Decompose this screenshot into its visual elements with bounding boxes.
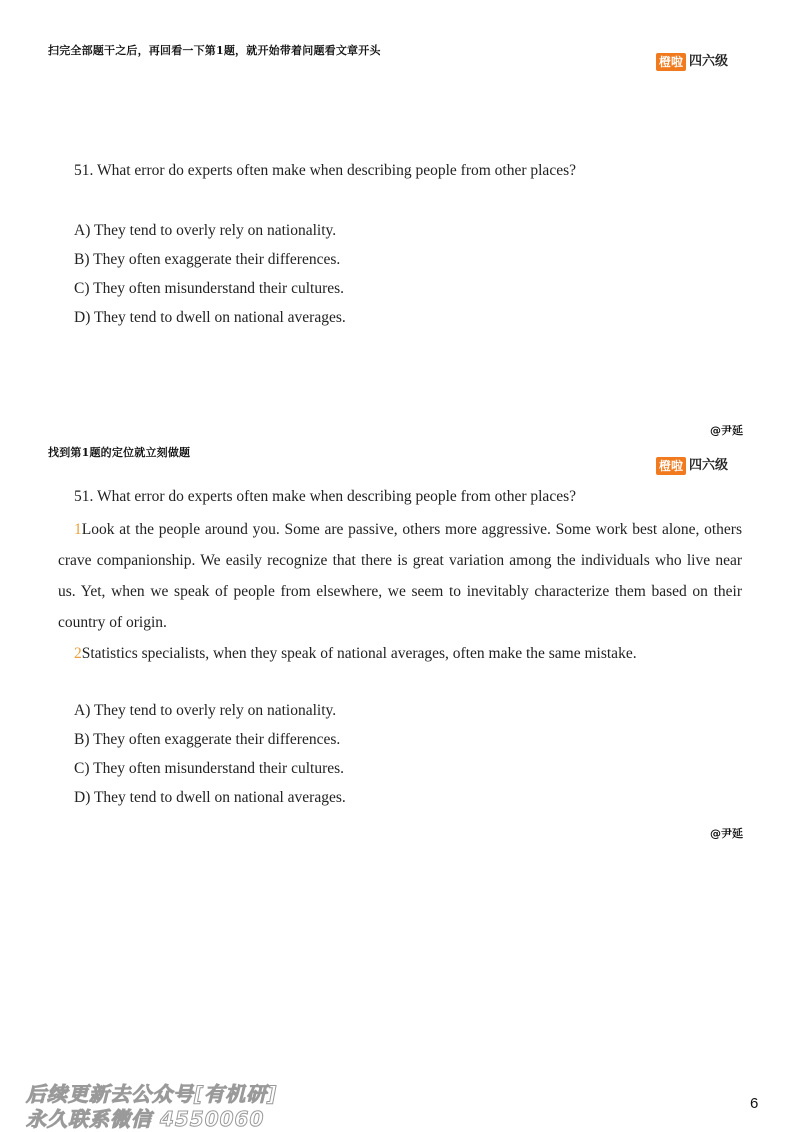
- question-51-top: 51. What error do experts often make when describing people from other places?: [74, 162, 576, 179]
- brand-tag: 橙啦: [656, 457, 686, 475]
- instruction-note-top: 扫完全部题干之后，再回看一下第1题，就开始带着问题看文章开头: [48, 44, 381, 57]
- brand-logo-bottom: [656, 457, 728, 475]
- option-a: A) They tend to overly rely on nationality.: [74, 222, 337, 239]
- options-list-top: [74, 216, 346, 332]
- option-d: D) They tend to dwell on national averages.: [74, 789, 346, 806]
- paragraph-number: 1: [74, 521, 82, 538]
- paragraph-text: Look at the people around you. Some are passive, others more aggressive. Some work best alone, others crave companionship. We easily recognize that there is great variation among the individuals who live near us. Yet, when we speak of people from elsewhere, we seem to inevitably characterize them based on their country of origin.: [58, 521, 742, 631]
- paragraph-1: [58, 514, 742, 638]
- options-list-bottom: [74, 696, 346, 812]
- reading-passage: [58, 514, 742, 669]
- brand-level: 四六级: [689, 458, 729, 473]
- watermark-line-1: 后续更新去公众号[有机研]: [26, 1082, 278, 1106]
- brand-tag: 橙啦: [656, 53, 686, 71]
- brand-logo-top: [656, 53, 728, 71]
- paragraph-number: 2: [74, 645, 82, 662]
- question-51-bottom: 51. What error do experts often make when describing people from other places?: [74, 488, 576, 505]
- option-d: D) They tend to dwell on national averages.: [74, 309, 346, 326]
- instruction-note-bottom: 找到第1题的定位就立刻做题: [48, 446, 191, 459]
- option-c: C) They often misunderstand their cultures.: [74, 280, 345, 297]
- option-b: B) They often exaggerate their differences.: [74, 731, 341, 748]
- option-a: A) They tend to overly rely on nationality.: [74, 702, 337, 719]
- watermark-line-2: 永久联系微信 4550060: [26, 1107, 265, 1131]
- brand-level: 四六级: [689, 54, 729, 69]
- page-number: 6: [750, 1095, 759, 1112]
- paragraph-text: Statistics specialists, when they speak of national averages, often make the same mistake.: [81, 645, 637, 662]
- author-credit-bottom: @尹延: [710, 827, 743, 840]
- author-credit-top: @尹延: [710, 424, 743, 437]
- option-b: B) They often exaggerate their differences.: [74, 251, 341, 268]
- paragraph-2: [58, 638, 742, 669]
- option-c: C) They often misunderstand their cultures.: [74, 760, 345, 777]
